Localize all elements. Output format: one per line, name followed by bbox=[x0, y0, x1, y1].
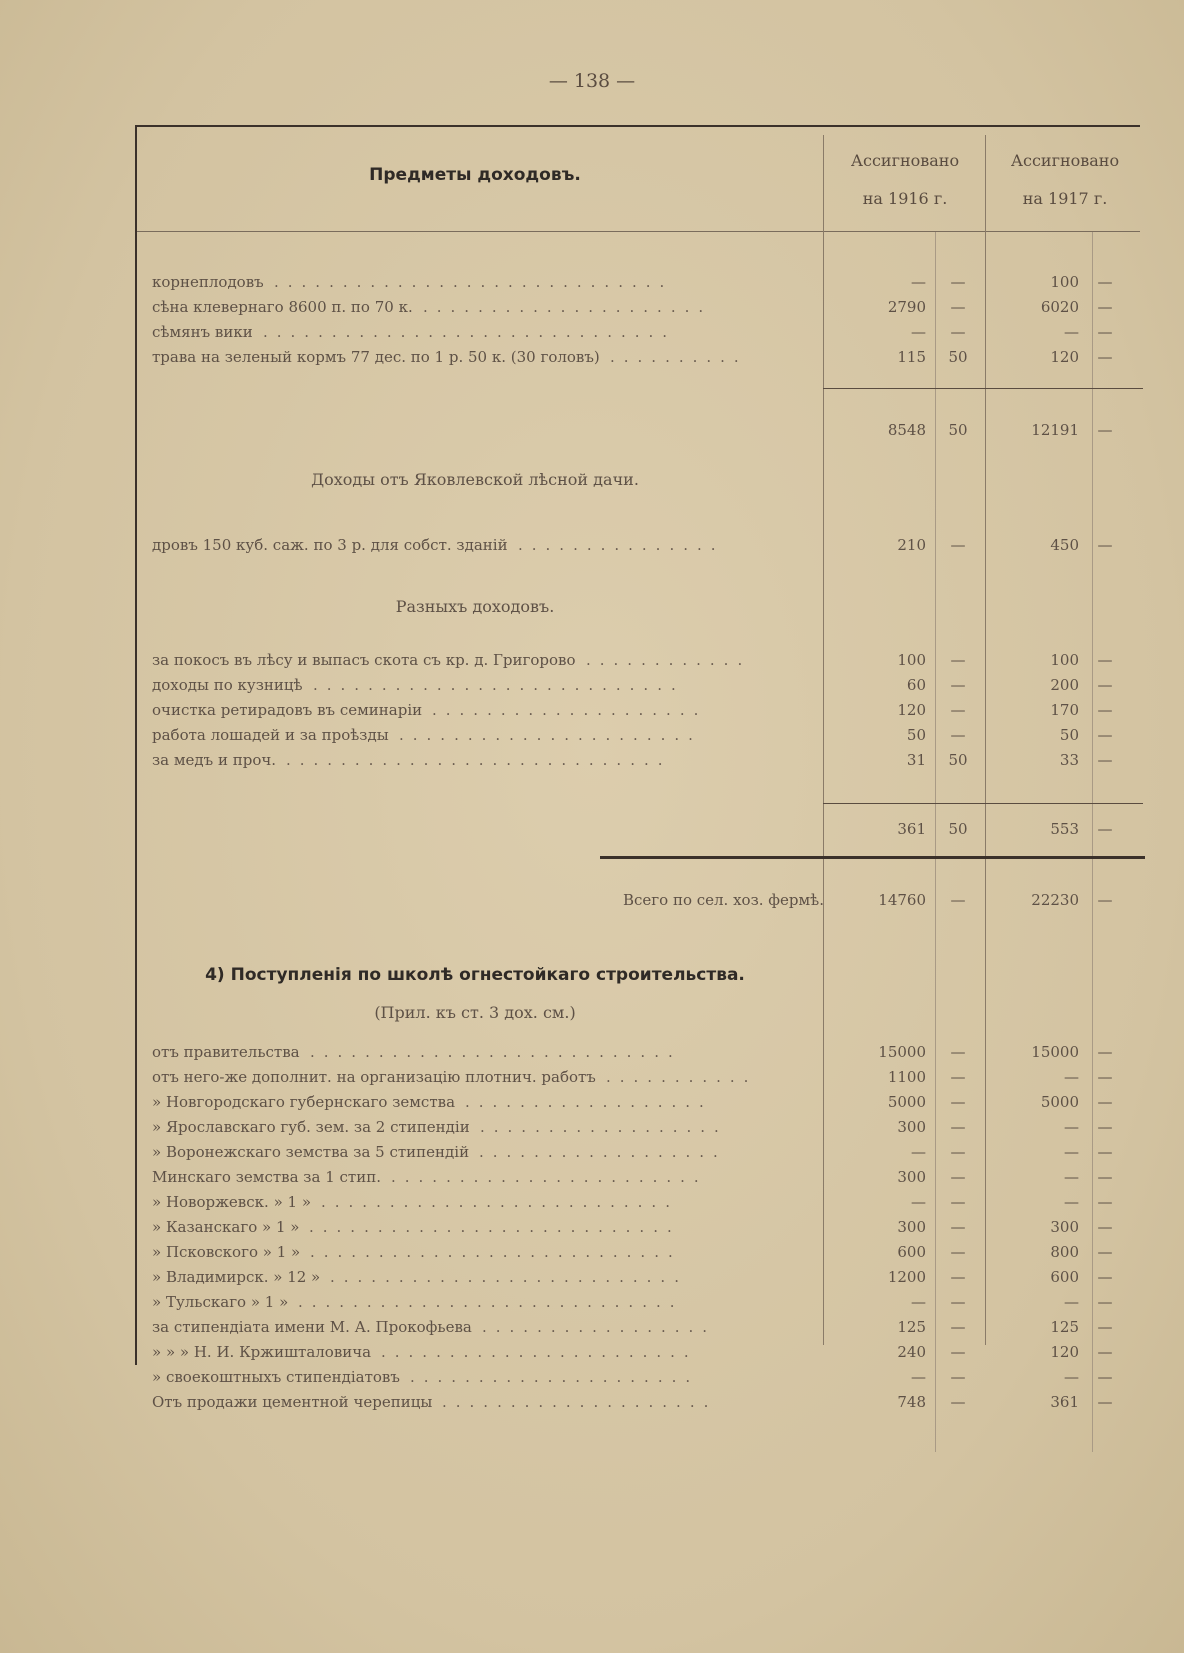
cell-kopecks-1916: — bbox=[950, 273, 966, 291]
cell-kopecks-1916: — bbox=[950, 1318, 966, 1336]
cell-rubles-1917: — bbox=[1064, 1368, 1079, 1386]
row-label: дровъ 150 куб. саж. по 3 р. для собст. зданій bbox=[152, 536, 508, 554]
cell-kopecks-1917: — bbox=[1097, 1093, 1113, 1111]
section-d-subtitle: (Прил. къ ст. 3 дох. см.) bbox=[374, 1003, 576, 1022]
cell-kopecks-1917: — bbox=[1097, 536, 1113, 554]
table-row bbox=[0, 1090, 1184, 1114]
cell-kopecks-1917: — bbox=[1097, 1118, 1113, 1136]
cell-kopecks-1917: — bbox=[1097, 1393, 1113, 1411]
row-label: » Воронежскаго земства за 5 стипендій bbox=[152, 1143, 470, 1161]
cell-kopecks-1916: — bbox=[950, 1368, 966, 1386]
cell-rubles-1917: 450 bbox=[1050, 536, 1079, 554]
cell-kopecks-1916: — bbox=[950, 1168, 966, 1186]
top-rule bbox=[135, 125, 1140, 127]
cell-rubles-1916: 115 bbox=[897, 348, 926, 366]
cell-rubles-1917: 600 bbox=[1050, 1268, 1079, 1286]
grand-total-kopecks-1917: — bbox=[1097, 891, 1113, 909]
cell-rubles-1916: 300 bbox=[897, 1218, 926, 1236]
subject-column-header: Предметы доходовъ. bbox=[369, 165, 581, 185]
cell-kopecks-1916: — bbox=[950, 323, 966, 341]
cell-rubles-1917: 200 bbox=[1050, 676, 1079, 694]
cell-rubles-1917: — bbox=[1064, 1118, 1079, 1136]
cell-kopecks-1916: — bbox=[950, 1218, 966, 1236]
section-b-title: Доходы отъ Яковлевской лѣсной дачи. bbox=[311, 470, 639, 489]
cell-kopecks-1916: — bbox=[950, 298, 966, 316]
leader-dots: ................. bbox=[482, 1318, 717, 1336]
cell-rubles-1917: 120 bbox=[1050, 348, 1079, 366]
table-row bbox=[0, 723, 1184, 747]
cell-rubles-1917: — bbox=[1064, 1068, 1079, 1086]
cell-rubles-1917: — bbox=[1064, 323, 1079, 341]
row-label: Отъ продажи цементной черепицы bbox=[152, 1393, 433, 1411]
cell-kopecks-1917: — bbox=[1097, 1168, 1113, 1186]
col2-header-line2: на 1917 г. bbox=[1022, 189, 1108, 208]
cell-kopecks-1917: — bbox=[1097, 1068, 1113, 1086]
cell-rubles-1916: 100 bbox=[897, 651, 926, 669]
cell-rubles-1917: 5000 bbox=[1040, 1093, 1079, 1111]
cell-kopecks-1917: — bbox=[1097, 298, 1113, 316]
table-row bbox=[0, 1215, 1184, 1239]
cell-rubles-1916: 1100 bbox=[887, 1068, 926, 1086]
cell-kopecks-1916: — bbox=[950, 726, 966, 744]
cell-rubles-1917: — bbox=[1064, 1193, 1079, 1211]
leader-dots: ........................... bbox=[309, 1218, 681, 1236]
table-row bbox=[0, 748, 1184, 772]
table-row bbox=[0, 270, 1184, 294]
cell-kopecks-1916: — bbox=[950, 536, 966, 554]
row-label: корнеплодовъ bbox=[152, 273, 264, 291]
row-label: » Ярославскаго губ. зем. за 2 стипендіи bbox=[152, 1118, 470, 1136]
row-label: сѣна клевернаго 8600 п. по 70 к. bbox=[152, 298, 413, 316]
leader-dots: ....................... bbox=[391, 1168, 708, 1186]
cell-kopecks-1916: — bbox=[950, 651, 966, 669]
row-label: отъ правительства bbox=[152, 1043, 300, 1061]
row-label: » Тульскаго » 1 » bbox=[152, 1293, 289, 1311]
cell-kopecks-1916: — bbox=[950, 1293, 966, 1311]
cell-rubles-1917: 170 bbox=[1050, 701, 1079, 719]
cell-rubles-1916: 31 bbox=[906, 751, 926, 769]
cell-kopecks-1916: 50 bbox=[948, 348, 968, 366]
leader-dots: .................... bbox=[432, 701, 708, 719]
leader-dots: ...................... bbox=[399, 726, 702, 744]
table-row bbox=[0, 1240, 1184, 1264]
cell-kopecks-1916: — bbox=[950, 701, 966, 719]
leader-dots: ............................ bbox=[298, 1293, 684, 1311]
cell-kopecks-1916: — bbox=[950, 1268, 966, 1286]
cell-rubles-1916: 600 bbox=[897, 1243, 926, 1261]
cell-rubles-1916: 748 bbox=[897, 1393, 926, 1411]
grand-total-label: Всего по сел. хоз. фермѣ. bbox=[622, 891, 824, 909]
cell-kopecks-1917: — bbox=[1097, 1143, 1113, 1161]
cell-kopecks-1917: — bbox=[1097, 1218, 1113, 1236]
cell-kopecks-1917: — bbox=[1097, 1243, 1113, 1261]
leader-dots: ........... bbox=[606, 1068, 758, 1086]
row-label: трава на зеленый кормъ 77 дес. по 1 р. 50 к. (30 головъ) bbox=[152, 348, 600, 366]
cell-rubles-1917: 50 bbox=[1059, 726, 1079, 744]
leader-dots: ........................... bbox=[310, 1043, 682, 1061]
cell-rubles-1917: — bbox=[1064, 1168, 1079, 1186]
cell-rubles-1917: 300 bbox=[1050, 1218, 1079, 1236]
cell-kopecks-1916: — bbox=[950, 1393, 966, 1411]
grand-total-rule bbox=[600, 856, 1145, 859]
row-label: за покосъ въ лѣсу и выпасъ скота съ кр. д. Григорово bbox=[152, 651, 576, 669]
grand-total-kopecks-1916: — bbox=[950, 891, 966, 909]
cell-rubles-1916: 300 bbox=[897, 1118, 926, 1136]
leader-dots: ..................... bbox=[423, 298, 713, 316]
table-row bbox=[0, 533, 1184, 557]
row-label: работа лошадей и за проѣзды bbox=[152, 726, 389, 744]
cell-kopecks-1917: — bbox=[1097, 348, 1113, 366]
cell-kopecks-1917: — bbox=[1097, 1368, 1113, 1386]
total-a-kopecks-1917: — bbox=[1097, 421, 1113, 439]
table-row bbox=[0, 1190, 1184, 1214]
row-label: » Новоржевск. » 1 » bbox=[152, 1193, 312, 1211]
table-row bbox=[0, 648, 1184, 672]
cell-kopecks-1916: — bbox=[950, 1043, 966, 1061]
cell-rubles-1916: 60 bbox=[906, 676, 926, 694]
col2-header-line1: Ассигновано bbox=[1010, 151, 1120, 170]
total-a-rubles-1916: 8548 bbox=[887, 421, 926, 439]
table-row bbox=[0, 673, 1184, 697]
cell-kopecks-1916: — bbox=[950, 1093, 966, 1111]
cell-rubles-1917: 100 bbox=[1050, 273, 1079, 291]
cell-rubles-1916: 2790 bbox=[887, 298, 926, 316]
section-d-title: 4) Поступленія по школѣ огнестойкаго строительства. bbox=[205, 965, 745, 985]
leader-dots: ........................... bbox=[313, 676, 685, 694]
leader-dots: ............................ bbox=[286, 751, 672, 769]
table-row bbox=[0, 698, 1184, 722]
cell-rubles-1916: 210 bbox=[897, 536, 926, 554]
cell-rubles-1916: 50 bbox=[906, 726, 926, 744]
cell-kopecks-1916: 50 bbox=[948, 751, 968, 769]
table-row bbox=[0, 1265, 1184, 1289]
leader-dots: .................. bbox=[479, 1143, 727, 1161]
cell-rubles-1916: — bbox=[911, 1368, 926, 1386]
row-label: » Казанскаго » 1 » bbox=[152, 1218, 300, 1236]
leader-dots: .......... bbox=[610, 348, 748, 366]
grand-total-rubles-1917: 22230 bbox=[1031, 891, 1079, 909]
table-row bbox=[0, 295, 1184, 319]
cell-rubles-1917: — bbox=[1064, 1293, 1079, 1311]
subtotal-c-rule bbox=[823, 803, 1143, 804]
row-label: » » » Н. И. Кржишталовича bbox=[152, 1343, 372, 1361]
cell-rubles-1916: 120 bbox=[897, 701, 926, 719]
total-a-rubles-1917: 12191 bbox=[1031, 421, 1079, 439]
cell-kopecks-1916: — bbox=[950, 1118, 966, 1136]
cell-kopecks-1917: — bbox=[1097, 1043, 1113, 1061]
leader-dots: .................. bbox=[480, 1118, 728, 1136]
row-label: Минскаго земства за 1 стип. bbox=[152, 1168, 381, 1186]
leader-dots: .................. bbox=[465, 1093, 713, 1111]
row-label: » Владимирск. » 12 » bbox=[152, 1268, 321, 1286]
total-c-kopecks-1916: 50 bbox=[948, 820, 968, 838]
col1-header-line2: на 1916 г. bbox=[862, 189, 948, 208]
total-c-kopecks-1917: — bbox=[1097, 820, 1113, 838]
table-row bbox=[0, 1140, 1184, 1164]
cell-kopecks-1917: — bbox=[1097, 651, 1113, 669]
total-a-kopecks-1916: 50 bbox=[948, 421, 968, 439]
cell-kopecks-1917: — bbox=[1097, 273, 1113, 291]
section-c-title: Разныхъ доходовъ. bbox=[395, 597, 555, 616]
cell-kopecks-1916: — bbox=[950, 1143, 966, 1161]
cell-kopecks-1917: — bbox=[1097, 323, 1113, 341]
cell-rubles-1917: 125 bbox=[1050, 1318, 1079, 1336]
cell-rubles-1916: — bbox=[911, 323, 926, 341]
leader-dots: ............................. bbox=[274, 273, 674, 291]
leader-dots: ............... bbox=[518, 536, 725, 554]
cell-kopecks-1917: — bbox=[1097, 751, 1113, 769]
page-number: — 138 — bbox=[548, 70, 636, 92]
table-row bbox=[0, 345, 1184, 369]
table-row bbox=[0, 1315, 1184, 1339]
cell-kopecks-1917: — bbox=[1097, 1318, 1113, 1336]
leader-dots: .............................. bbox=[263, 323, 677, 341]
table-row bbox=[0, 1290, 1184, 1314]
cell-kopecks-1917: — bbox=[1097, 1268, 1113, 1286]
cell-kopecks-1917: — bbox=[1097, 726, 1113, 744]
cell-rubles-1916: — bbox=[911, 273, 926, 291]
table-row bbox=[0, 1065, 1184, 1089]
row-label: » Псковского » 1 » bbox=[152, 1243, 301, 1261]
table-row bbox=[0, 1040, 1184, 1064]
total-c-rubles-1917: 553 bbox=[1050, 820, 1079, 838]
cell-kopecks-1916: — bbox=[950, 1193, 966, 1211]
cell-kopecks-1916: — bbox=[950, 1243, 966, 1261]
table-row bbox=[0, 1165, 1184, 1189]
grand-total-rubles-1916: 14760 bbox=[878, 891, 926, 909]
row-label: сѣмянъ вики bbox=[152, 323, 253, 341]
total-c-rubles-1916: 361 bbox=[897, 820, 926, 838]
cell-rubles-1917: 361 bbox=[1050, 1393, 1079, 1411]
grand-total-row bbox=[0, 888, 1184, 912]
cell-rubles-1917: 120 bbox=[1050, 1343, 1079, 1361]
table-row bbox=[0, 1390, 1184, 1414]
subtotal-a-rule bbox=[823, 388, 1143, 389]
cell-rubles-1916: 240 bbox=[897, 1343, 926, 1361]
leader-dots: .......................... bbox=[330, 1268, 688, 1286]
leader-dots: .......................... bbox=[321, 1193, 679, 1211]
cell-rubles-1917: 33 bbox=[1059, 751, 1079, 769]
col1-header-line1: Ассигновано bbox=[850, 151, 960, 170]
row-label: очистка ретирадовъ въ семинаріи bbox=[152, 701, 423, 719]
leader-dots: ............ bbox=[586, 651, 752, 669]
table-row bbox=[0, 1365, 1184, 1389]
cell-kopecks-1917: — bbox=[1097, 701, 1113, 719]
cell-rubles-1916: — bbox=[911, 1193, 926, 1211]
leader-dots: ........................... bbox=[310, 1243, 682, 1261]
cell-rubles-1916: 1200 bbox=[887, 1268, 926, 1286]
leader-dots: ....................... bbox=[381, 1343, 698, 1361]
cell-kopecks-1917: — bbox=[1097, 1343, 1113, 1361]
cell-kopecks-1916: — bbox=[950, 676, 966, 694]
leader-dots: .................... bbox=[442, 1393, 718, 1411]
cell-rubles-1916: 125 bbox=[897, 1318, 926, 1336]
cell-kopecks-1917: — bbox=[1097, 676, 1113, 694]
table-row bbox=[0, 1340, 1184, 1364]
row-label: за стипендіата имени М. А. Прокофьева bbox=[152, 1318, 472, 1336]
table-row bbox=[0, 320, 1184, 344]
cell-rubles-1916: — bbox=[911, 1293, 926, 1311]
row-label: отъ него-же дополнит. на организацію плотнич. работъ bbox=[152, 1068, 596, 1086]
cell-kopecks-1916: — bbox=[950, 1068, 966, 1086]
cell-rubles-1917: 6020 bbox=[1040, 298, 1079, 316]
cell-kopecks-1917: — bbox=[1097, 1193, 1113, 1211]
row-label: доходы по кузницѣ bbox=[152, 676, 303, 694]
cell-rubles-1917: 15000 bbox=[1031, 1043, 1079, 1061]
row-label: за медъ и проч. bbox=[152, 751, 277, 769]
cell-rubles-1917: — bbox=[1064, 1143, 1079, 1161]
total-row-c bbox=[0, 817, 1184, 841]
row-label: » своекоштныхъ стипендіатовъ bbox=[152, 1368, 400, 1386]
header-bottom-rule bbox=[137, 231, 1140, 232]
cell-rubles-1916: 5000 bbox=[887, 1093, 926, 1111]
cell-rubles-1916: — bbox=[911, 1143, 926, 1161]
row-label: » Новгородскаго губернскаго земства bbox=[152, 1093, 456, 1111]
leader-dots: ..................... bbox=[410, 1368, 700, 1386]
cell-kopecks-1916: — bbox=[950, 1343, 966, 1361]
cell-rubles-1917: 100 bbox=[1050, 651, 1079, 669]
cell-rubles-1917: 800 bbox=[1050, 1243, 1079, 1261]
cell-rubles-1916: 300 bbox=[897, 1168, 926, 1186]
table-row bbox=[0, 1115, 1184, 1139]
cell-kopecks-1917: — bbox=[1097, 1293, 1113, 1311]
cell-rubles-1916: 15000 bbox=[878, 1043, 926, 1061]
total-row-a bbox=[0, 418, 1184, 442]
